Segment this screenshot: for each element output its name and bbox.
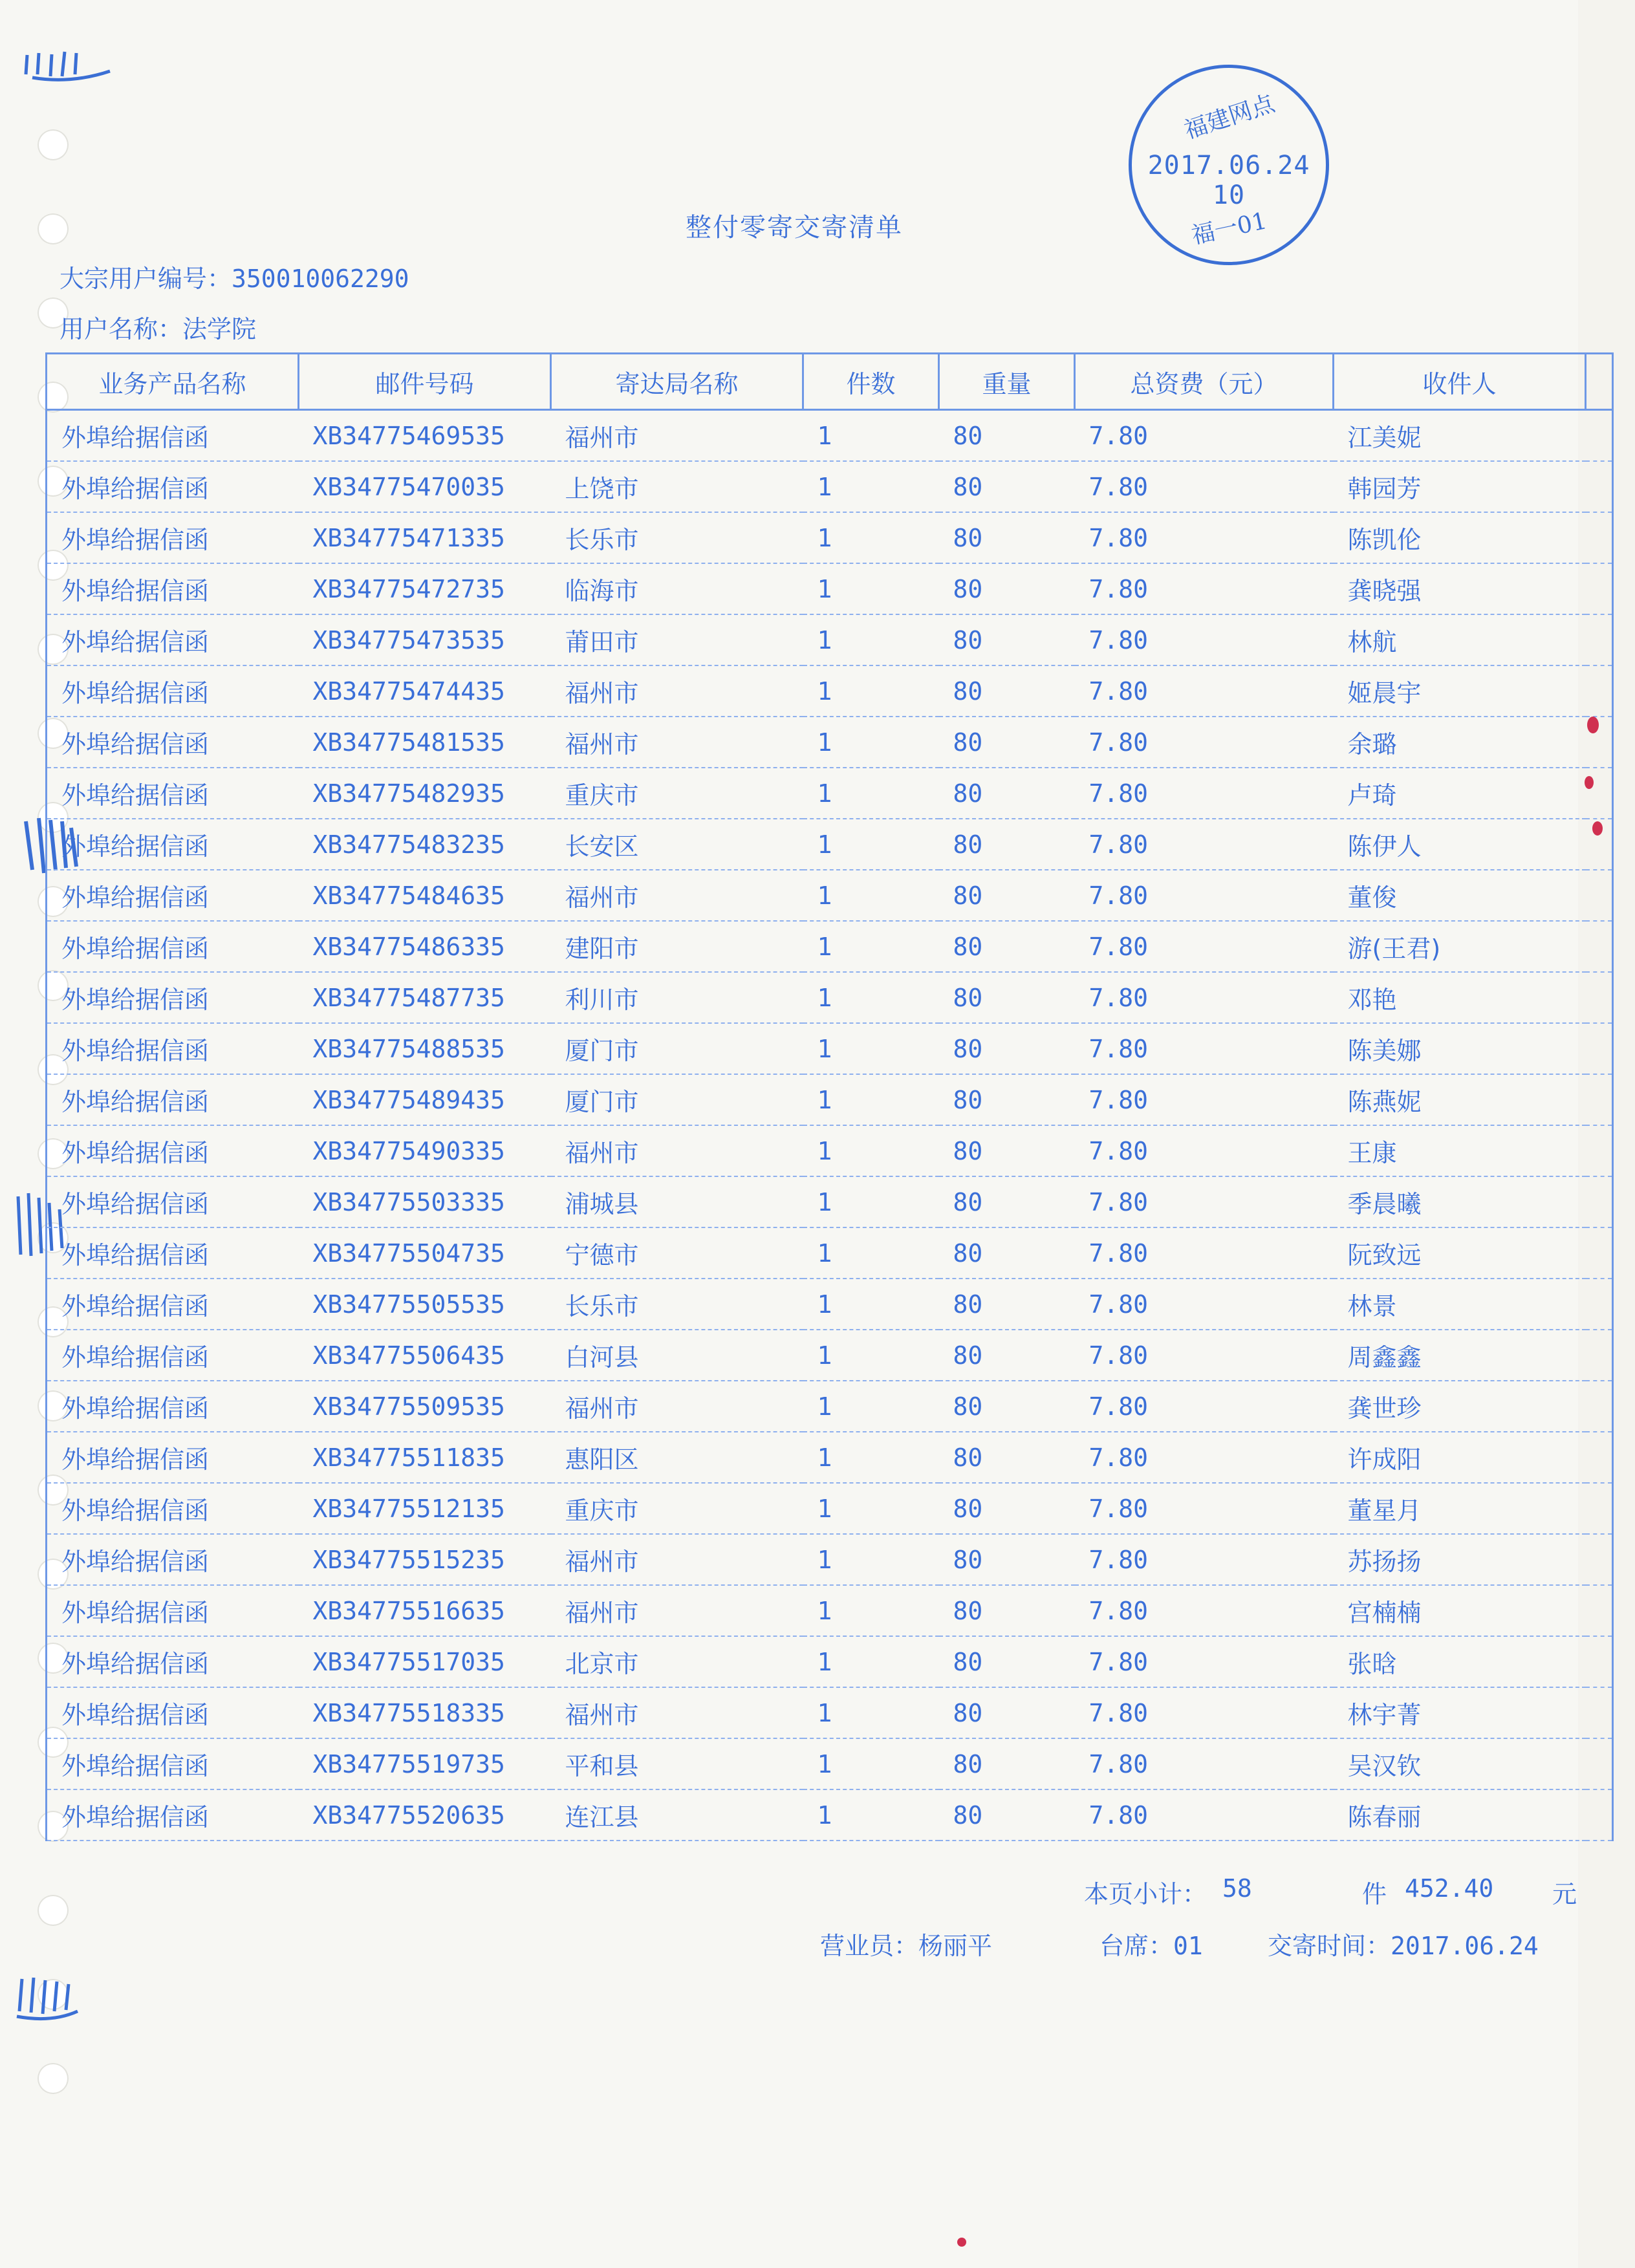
cell-product: 外埠给据信函 <box>47 1176 299 1227</box>
cell-extra <box>1586 614 1613 665</box>
subtotal-amount-unit: 元 <box>1552 1880 1577 1908</box>
cell-fee: 7.80 <box>1075 1074 1334 1125</box>
cell-destination: 厦门市 <box>551 1074 803 1125</box>
cell-destination: 连江县 <box>551 1789 803 1841</box>
cell-pieces: 1 <box>803 1227 939 1279</box>
cell-extra <box>1586 563 1613 614</box>
table-row <box>47 1585 1613 1636</box>
cell-weight: 80 <box>939 1483 1075 1534</box>
cell-extra <box>1586 1738 1613 1789</box>
table-row <box>47 1636 1613 1687</box>
document-title: 整付零寄交寄清单 <box>686 213 903 243</box>
cell-destination: 上饶市 <box>551 461 803 512</box>
cell-recipient: 董星月 <box>1334 1483 1586 1534</box>
cell-pieces: 1 <box>803 1125 939 1176</box>
cell-pieces: 1 <box>803 768 939 819</box>
postmark-stamp <box>1129 65 1329 265</box>
header-recipient: 收件人 <box>1334 354 1586 410</box>
cell-pieces: 1 <box>803 1738 939 1789</box>
cell-product: 外埠给据信函 <box>47 1381 299 1432</box>
cell-recipient: 陈伊人 <box>1334 819 1586 870</box>
cell-destination: 白河县 <box>551 1330 803 1381</box>
table-row <box>47 1789 1613 1841</box>
cell-product: 外埠给据信函 <box>47 1789 299 1841</box>
cell-product: 外埠给据信函 <box>47 1534 299 1585</box>
account-id-line <box>60 259 409 294</box>
cell-mail-number: XB34775518335 <box>299 1687 551 1738</box>
cell-product: 外埠给据信函 <box>47 1585 299 1636</box>
cell-extra <box>1586 768 1613 819</box>
cell-extra <box>1586 1074 1613 1125</box>
counter-label: 台席： <box>1099 1932 1174 1960</box>
cell-weight: 80 <box>939 1636 1075 1687</box>
cell-recipient: 江美妮 <box>1334 410 1586 462</box>
cell-weight: 80 <box>939 1585 1075 1636</box>
cell-product: 外埠给据信函 <box>47 1074 299 1125</box>
cell-mail-number: XB34775486335 <box>299 921 551 972</box>
table-row <box>47 1687 1613 1738</box>
table-row <box>47 563 1613 614</box>
cell-fee: 7.80 <box>1075 1687 1334 1738</box>
cell-extra <box>1586 1585 1613 1636</box>
cell-extra <box>1586 1023 1613 1074</box>
cell-fee: 7.80 <box>1075 1381 1334 1432</box>
header-pieces: 件数 <box>803 354 939 410</box>
cell-weight: 80 <box>939 768 1075 819</box>
user-name-line <box>60 309 256 345</box>
cell-pieces: 1 <box>803 461 939 512</box>
cell-recipient: 林航 <box>1334 614 1586 665</box>
table-row <box>47 1279 1613 1330</box>
cell-extra <box>1586 512 1613 563</box>
cell-mail-number: XB34775469535 <box>299 410 551 462</box>
cell-pieces: 1 <box>803 1789 939 1841</box>
table-row <box>47 768 1613 819</box>
cell-product: 外埠给据信函 <box>47 1227 299 1279</box>
cell-mail-number: XB34775505535 <box>299 1279 551 1330</box>
cell-fee: 7.80 <box>1075 1279 1334 1330</box>
cell-fee: 7.80 <box>1075 1330 1334 1381</box>
cell-weight: 80 <box>939 1330 1075 1381</box>
cell-weight: 80 <box>939 665 1075 717</box>
cell-product: 外埠给据信函 <box>47 1125 299 1176</box>
table-row <box>47 512 1613 563</box>
cell-pieces: 1 <box>803 870 939 921</box>
cell-fee: 7.80 <box>1075 1483 1334 1534</box>
cell-pieces: 1 <box>803 1330 939 1381</box>
cell-weight: 80 <box>939 819 1075 870</box>
table-row <box>47 819 1613 870</box>
cell-pieces: 1 <box>803 1023 939 1074</box>
cell-mail-number: XB34775471335 <box>299 512 551 563</box>
cell-fee: 7.80 <box>1075 870 1334 921</box>
cell-recipient: 邓艳 <box>1334 972 1586 1023</box>
cell-recipient: 卢琦 <box>1334 768 1586 819</box>
cell-weight: 80 <box>939 921 1075 972</box>
cell-recipient: 龚晓强 <box>1334 563 1586 614</box>
cell-weight: 80 <box>939 410 1075 462</box>
table-body <box>47 410 1613 1841</box>
cell-extra <box>1586 665 1613 717</box>
cell-fee: 7.80 <box>1075 1636 1334 1687</box>
cell-destination: 重庆市 <box>551 1483 803 1534</box>
subtotal-label: 本页小计： <box>1084 1880 1207 1908</box>
cell-weight: 80 <box>939 563 1075 614</box>
cell-destination: 长乐市 <box>551 1279 803 1330</box>
cell-weight: 80 <box>939 717 1075 768</box>
cell-recipient: 姬晨宇 <box>1334 665 1586 717</box>
table-row <box>47 1125 1613 1176</box>
header-weight: 重量 <box>939 354 1075 410</box>
cell-product: 外埠给据信函 <box>47 410 299 462</box>
cell-mail-number: XB34775482935 <box>299 768 551 819</box>
cell-extra <box>1586 1381 1613 1432</box>
mail-list-table <box>45 352 1614 1841</box>
sprocket-hole <box>38 2063 69 2094</box>
cell-fee: 7.80 <box>1075 1432 1334 1483</box>
cell-pieces: 1 <box>803 1687 939 1738</box>
cell-recipient: 张晗 <box>1334 1636 1586 1687</box>
cell-product: 外埠给据信函 <box>47 1636 299 1687</box>
cell-mail-number: XB34775489435 <box>299 1074 551 1125</box>
cell-recipient: 陈春丽 <box>1334 1789 1586 1841</box>
cell-mail-number: XB34775516635 <box>299 1585 551 1636</box>
cell-mail-number: XB34775490335 <box>299 1125 551 1176</box>
cell-recipient: 苏扬扬 <box>1334 1534 1586 1585</box>
cell-recipient: 阮致远 <box>1334 1227 1586 1279</box>
cell-fee: 7.80 <box>1075 1585 1334 1636</box>
ink-scribble-top <box>19 39 123 91</box>
cell-weight: 80 <box>939 1432 1075 1483</box>
user-name-label: 用户名称： <box>60 315 183 343</box>
cell-recipient: 林宇菁 <box>1334 1687 1586 1738</box>
table-row <box>47 1432 1613 1483</box>
cell-extra <box>1586 1483 1613 1534</box>
cell-product: 外埠给据信函 <box>47 1687 299 1738</box>
cell-fee: 7.80 <box>1075 972 1334 1023</box>
cell-product: 外埠给据信函 <box>47 972 299 1023</box>
cell-fee: 7.80 <box>1075 512 1334 563</box>
cell-recipient: 余璐 <box>1334 717 1586 768</box>
cell-extra <box>1586 1534 1613 1585</box>
cell-recipient: 王康 <box>1334 1125 1586 1176</box>
cell-pieces: 1 <box>803 1279 939 1330</box>
cell-recipient: 陈美娜 <box>1334 1023 1586 1074</box>
cell-product: 外埠给据信函 <box>47 665 299 717</box>
cell-product: 外埠给据信函 <box>47 1023 299 1074</box>
cell-product: 外埠给据信函 <box>47 1279 299 1330</box>
red-ink-blot <box>1587 717 1599 733</box>
table-row <box>47 921 1613 972</box>
sprocket-hole <box>38 129 69 160</box>
cell-mail-number: XB34775520635 <box>299 1789 551 1841</box>
sprocket-hole <box>38 213 69 244</box>
cell-product: 外埠给据信函 <box>47 1330 299 1381</box>
cell-extra <box>1586 1636 1613 1687</box>
cell-pieces: 1 <box>803 512 939 563</box>
cell-destination: 福州市 <box>551 1585 803 1636</box>
cell-destination: 长安区 <box>551 819 803 870</box>
cell-destination: 福州市 <box>551 1534 803 1585</box>
cell-recipient: 韩园芳 <box>1334 461 1586 512</box>
clerk-label: 营业员： <box>820 1932 919 1960</box>
cell-weight: 80 <box>939 1176 1075 1227</box>
cell-destination: 福州市 <box>551 717 803 768</box>
cell-pieces: 1 <box>803 1432 939 1483</box>
cell-mail-number: XB34775519735 <box>299 1738 551 1789</box>
header-destination: 寄达局名称 <box>551 354 803 410</box>
header-product: 业务产品名称 <box>47 354 299 410</box>
cell-recipient: 陈燕妮 <box>1334 1074 1586 1125</box>
table-row <box>47 461 1613 512</box>
cell-fee: 7.80 <box>1075 410 1334 462</box>
cell-destination: 福州市 <box>551 1687 803 1738</box>
cell-extra <box>1586 870 1613 921</box>
cell-recipient: 周鑫鑫 <box>1334 1330 1586 1381</box>
table-row <box>47 410 1613 462</box>
table-row <box>47 1534 1613 1585</box>
table-row <box>47 1074 1613 1125</box>
cell-destination: 福州市 <box>551 410 803 462</box>
cell-pieces: 1 <box>803 665 939 717</box>
cell-pieces: 1 <box>803 1483 939 1534</box>
ink-scribble-bottom <box>13 1966 84 2024</box>
cell-mail-number: XB34775488535 <box>299 1023 551 1074</box>
cell-weight: 80 <box>939 1279 1075 1330</box>
cell-weight: 80 <box>939 870 1075 921</box>
account-id-label: 大宗用户编号： <box>60 265 232 293</box>
header-extra <box>1586 354 1613 410</box>
cell-extra <box>1586 1432 1613 1483</box>
sprocket-hole <box>38 1895 69 1926</box>
cell-pieces: 1 <box>803 1074 939 1125</box>
cell-mail-number: XB34775511835 <box>299 1432 551 1483</box>
cell-recipient: 宫楠楠 <box>1334 1585 1586 1636</box>
cell-destination: 福州市 <box>551 665 803 717</box>
cell-pieces: 1 <box>803 819 939 870</box>
account-id-value: 350010062290 <box>232 265 409 293</box>
cell-weight: 80 <box>939 1738 1075 1789</box>
cell-mail-number: XB34775503335 <box>299 1176 551 1227</box>
cell-recipient: 许成阳 <box>1334 1432 1586 1483</box>
cell-destination: 宁德市 <box>551 1227 803 1279</box>
send-time-label: 交寄时间： <box>1268 1932 1391 1960</box>
cell-weight: 80 <box>939 461 1075 512</box>
cell-extra <box>1586 1176 1613 1227</box>
cell-destination: 北京市 <box>551 1636 803 1687</box>
cell-product: 外埠给据信函 <box>47 614 299 665</box>
header-fee: 总资费（元） <box>1075 354 1334 410</box>
table-row <box>47 1227 1613 1279</box>
cell-extra <box>1586 1279 1613 1330</box>
cell-recipient: 游(王君) <box>1334 921 1586 972</box>
table-row <box>47 1483 1613 1534</box>
cell-mail-number: XB34775512135 <box>299 1483 551 1534</box>
cell-weight: 80 <box>939 1687 1075 1738</box>
user-name-value: 法学院 <box>182 315 257 343</box>
stamp-datetime: 2017.06.24 10 <box>1147 151 1310 210</box>
red-ink-blot <box>1592 821 1603 836</box>
cell-destination: 建阳市 <box>551 921 803 972</box>
cell-fee: 7.80 <box>1075 1176 1334 1227</box>
cell-pieces: 1 <box>803 614 939 665</box>
cell-weight: 80 <box>939 1074 1075 1125</box>
red-ink-blot <box>957 2238 966 2247</box>
table-row <box>47 1176 1613 1227</box>
cell-recipient: 董俊 <box>1334 870 1586 921</box>
table-row <box>47 870 1613 921</box>
cell-recipient: 陈凯伦 <box>1334 512 1586 563</box>
cell-recipient: 吴汉钦 <box>1334 1738 1586 1789</box>
cell-recipient: 林景 <box>1334 1279 1586 1330</box>
cell-fee: 7.80 <box>1075 768 1334 819</box>
cell-mail-number: XB34775487735 <box>299 972 551 1023</box>
cell-destination: 长乐市 <box>551 512 803 563</box>
cell-fee: 7.80 <box>1075 1534 1334 1585</box>
cell-pieces: 1 <box>803 972 939 1023</box>
cell-mail-number: XB34775472735 <box>299 563 551 614</box>
cell-product: 外埠给据信函 <box>47 768 299 819</box>
table-row <box>47 1738 1613 1789</box>
cell-fee: 7.80 <box>1075 1738 1334 1789</box>
table-row <box>47 1023 1613 1074</box>
cell-destination: 浦城县 <box>551 1176 803 1227</box>
cell-fee: 7.80 <box>1075 1789 1334 1841</box>
cell-mail-number: XB34775470035 <box>299 461 551 512</box>
cell-destination: 利川市 <box>551 972 803 1023</box>
cell-recipient: 季晨曦 <box>1334 1176 1586 1227</box>
cell-destination: 厦门市 <box>551 1023 803 1074</box>
cell-fee: 7.80 <box>1075 563 1334 614</box>
cell-extra <box>1586 461 1613 512</box>
cell-extra <box>1586 1227 1613 1279</box>
subtotal-count: 58 <box>1222 1874 1252 1903</box>
cell-mail-number: XB34775474435 <box>299 665 551 717</box>
table-header-row <box>47 354 1613 410</box>
cell-extra <box>1586 972 1613 1023</box>
table-row <box>47 1381 1613 1432</box>
subtotal-amount: 452.40 <box>1405 1874 1494 1903</box>
cell-destination: 福州市 <box>551 1125 803 1176</box>
cell-mail-number: XB34775483235 <box>299 819 551 870</box>
cell-pieces: 1 <box>803 563 939 614</box>
cell-product: 外埠给据信函 <box>47 819 299 870</box>
cell-product: 外埠给据信函 <box>47 512 299 563</box>
cell-weight: 80 <box>939 1125 1075 1176</box>
cell-pieces: 1 <box>803 1381 939 1432</box>
table-row <box>47 614 1613 665</box>
cell-mail-number: XB34775484635 <box>299 870 551 921</box>
cell-pieces: 1 <box>803 1534 939 1585</box>
subtotal-count-unit: 件 <box>1362 1880 1387 1908</box>
cell-fee: 7.80 <box>1075 665 1334 717</box>
cell-fee: 7.80 <box>1075 717 1334 768</box>
cell-weight: 80 <box>939 1789 1075 1841</box>
red-ink-blot <box>1585 776 1594 789</box>
stamp-top-text: 福建网点 <box>1181 90 1278 145</box>
cell-pieces: 1 <box>803 1585 939 1636</box>
clerk-name: 杨丽平 <box>918 1932 993 1960</box>
stamp-bottom-text: 福一01 <box>1189 208 1270 250</box>
cell-fee: 7.80 <box>1075 819 1334 870</box>
counter-line <box>1099 1926 1203 1961</box>
cell-mail-number: XB34775506435 <box>299 1330 551 1381</box>
cell-weight: 80 <box>939 1227 1075 1279</box>
cell-fee: 7.80 <box>1075 921 1334 972</box>
cell-destination: 福州市 <box>551 870 803 921</box>
cell-extra <box>1586 1687 1613 1738</box>
cell-extra <box>1586 410 1613 462</box>
cell-weight: 80 <box>939 972 1075 1023</box>
cell-product: 外埠给据信函 <box>47 921 299 972</box>
cell-fee: 7.80 <box>1075 614 1334 665</box>
cell-weight: 80 <box>939 1534 1075 1585</box>
cell-destination: 莆田市 <box>551 614 803 665</box>
cell-product: 外埠给据信函 <box>47 563 299 614</box>
cell-pieces: 1 <box>803 1636 939 1687</box>
cell-product: 外埠给据信函 <box>47 461 299 512</box>
cell-destination: 福州市 <box>551 1381 803 1432</box>
cell-extra <box>1586 921 1613 972</box>
cell-weight: 80 <box>939 1023 1075 1074</box>
counter-value: 01 <box>1173 1932 1203 1960</box>
table-row <box>47 717 1613 768</box>
cell-product: 外埠给据信函 <box>47 870 299 921</box>
cell-product: 外埠给据信函 <box>47 1432 299 1483</box>
cell-product: 外埠给据信函 <box>47 717 299 768</box>
cell-recipient: 龚世珍 <box>1334 1381 1586 1432</box>
header-mail-number: 邮件号码 <box>299 354 551 410</box>
cell-fee: 7.80 <box>1075 1125 1334 1176</box>
cell-destination: 平和县 <box>551 1738 803 1789</box>
send-time-value: 2017.06.24 <box>1391 1932 1539 1960</box>
cell-pieces: 1 <box>803 410 939 462</box>
cell-product: 外埠给据信函 <box>47 1483 299 1534</box>
cell-destination: 重庆市 <box>551 768 803 819</box>
cell-fee: 7.80 <box>1075 1227 1334 1279</box>
cell-pieces: 1 <box>803 921 939 972</box>
cell-mail-number: XB34775481535 <box>299 717 551 768</box>
cell-product: 外埠给据信函 <box>47 1738 299 1789</box>
cell-fee: 7.80 <box>1075 1023 1334 1074</box>
cell-fee: 7.80 <box>1075 461 1334 512</box>
cell-weight: 80 <box>939 1381 1075 1432</box>
cell-extra <box>1586 1330 1613 1381</box>
cell-destination: 临海市 <box>551 563 803 614</box>
cell-extra <box>1586 1789 1613 1841</box>
cell-mail-number: XB34775515235 <box>299 1534 551 1585</box>
send-time-line <box>1268 1926 1539 1961</box>
cell-mail-number: XB34775509535 <box>299 1381 551 1432</box>
cell-weight: 80 <box>939 614 1075 665</box>
table-row <box>47 972 1613 1023</box>
cell-mail-number: XB34775517035 <box>299 1636 551 1687</box>
cell-pieces: 1 <box>803 717 939 768</box>
cell-mail-number: XB34775473535 <box>299 614 551 665</box>
cell-destination: 惠阳区 <box>551 1432 803 1483</box>
table-row <box>47 1330 1613 1381</box>
cell-weight: 80 <box>939 512 1075 563</box>
cell-mail-number: XB34775504735 <box>299 1227 551 1279</box>
cell-extra <box>1586 1125 1613 1176</box>
table-row <box>47 665 1613 717</box>
cell-pieces: 1 <box>803 1176 939 1227</box>
clerk-line <box>820 1926 992 1961</box>
